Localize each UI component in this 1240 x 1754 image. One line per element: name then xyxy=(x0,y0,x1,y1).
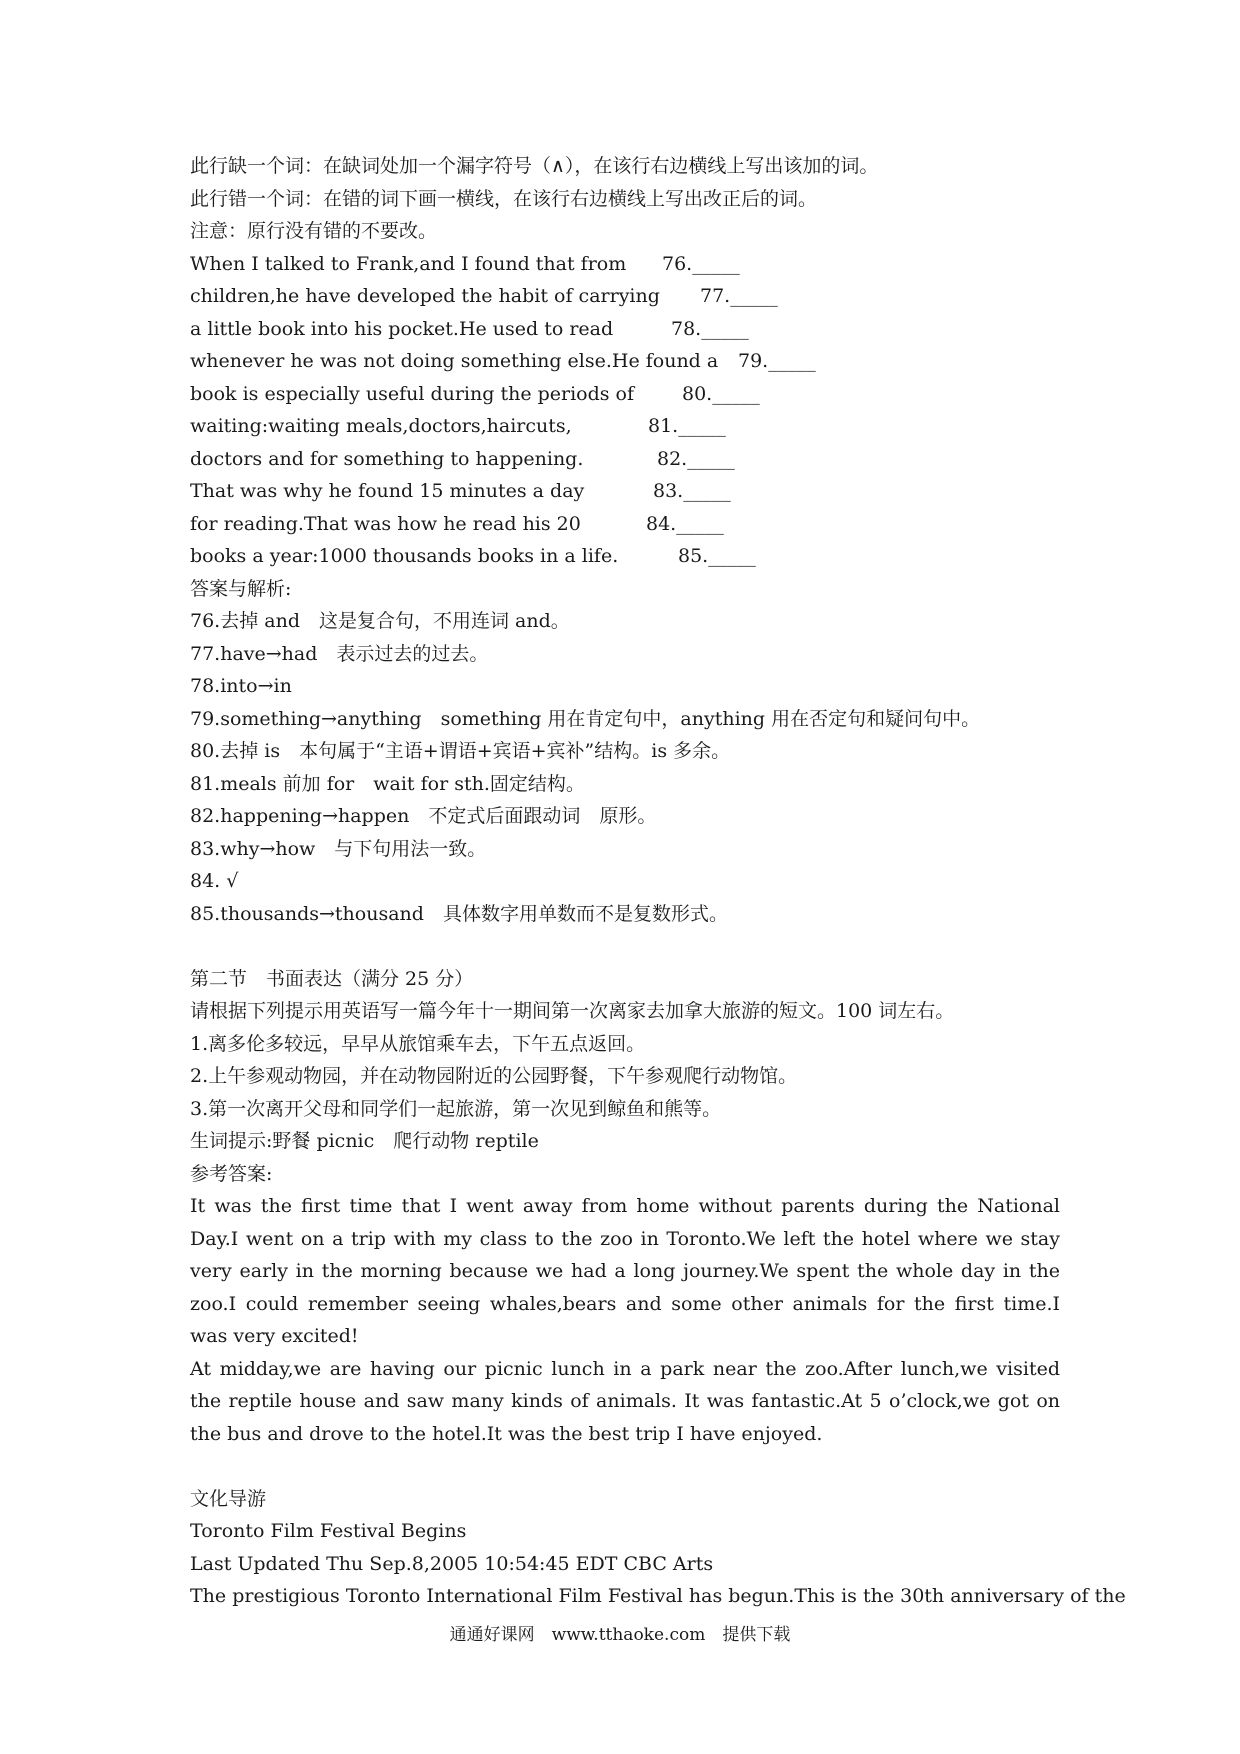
answer-item: 82.happening→happen 不定式后面跟动词 原形。 xyxy=(190,805,657,827)
answer-item: 80.去掉 is 本句属于“主语+谓语+宾语+宾补”结构。is 多余。 xyxy=(190,740,731,762)
exercise-line xyxy=(190,378,1060,411)
exercise-text: books a year:1000 thousands books in a life. xyxy=(190,545,619,567)
exercise-text: When I talked to Frank,and I found that from xyxy=(190,252,627,275)
page-footer: 通通好课网 www.tthaoke.com 提供下载 xyxy=(449,1625,791,1645)
section-heading: 第二节 书面表达（满分 25 分） xyxy=(190,967,474,990)
reference-answer-heading: 参考答案: xyxy=(190,1162,273,1185)
exercise-text: whenever he was not doing something else.He found a xyxy=(190,350,719,372)
answer-list xyxy=(190,605,1060,930)
answer-item: 77.have→had 表示过去的过去。 xyxy=(190,642,489,665)
exercise-text: a little book into his pocket.He used to read xyxy=(190,317,614,340)
error-correction-exercise xyxy=(190,248,1060,573)
answer-item: 84. √ xyxy=(190,870,239,892)
exercise-text: That was why he found 15 minutes a day xyxy=(190,480,585,502)
exercise-text: waiting:waiting meals,doctors,haircuts, xyxy=(190,415,572,437)
essay-paragraph: At midday,we are having our picnic lunch in a park near the zoo.After lunch,we visited the reptile house and saw many kinds of animals. It was fantastic.At 5 o’clock,we got on the bus and drove to the hotel.It was the best trip I have enjoyed. xyxy=(190,1357,1060,1445)
exercise-line xyxy=(190,540,1060,573)
instruction-line: 注意：原行没有错的不要改。 xyxy=(190,220,438,242)
instruction-line: 此行错一个词：在错的词下画一横线，在该行右边横线上写出改正后的词。 xyxy=(190,187,818,210)
answer-item: 81.meals 前加 for wait for sth.固定结构。 xyxy=(190,772,585,795)
answer-item: 78.into→in xyxy=(190,675,292,697)
answer-blank: 81._____ xyxy=(648,415,726,437)
exercise-line xyxy=(190,508,1060,541)
prompt-point: 3.第一次离开父母和同学们一起旅游，第一次见到鲸鱼和熊等。 xyxy=(190,1097,722,1120)
vocabulary-hint: 生词提示:野餐 picnic 爬行动物 reptile xyxy=(190,1130,539,1152)
exercise-line xyxy=(190,280,1060,313)
answer-blank: 84._____ xyxy=(646,512,724,535)
answer-blank: 77._____ xyxy=(700,285,778,307)
article-timestamp: Last Updated Thu Sep.8,2005 10:54:45 EDT CBC Arts xyxy=(190,1552,714,1575)
page-content xyxy=(190,150,1126,1613)
exercise-line xyxy=(190,345,1060,378)
answer-item: 76.去掉 and 这是复合句，不用连词 and。 xyxy=(190,610,570,632)
answer-blank: 85._____ xyxy=(678,545,756,567)
answer-blank: 78._____ xyxy=(671,317,749,340)
exercise-line xyxy=(190,410,1060,443)
answer-item: 79.something→anything something 用在肯定句中，anything 用在否定句和疑问句中。 xyxy=(190,707,981,730)
answer-blank: 82._____ xyxy=(657,447,735,470)
exercise-line xyxy=(190,475,1060,508)
prompt-point: 1.离多伦多较远，早早从旅馆乘车去，下午五点返回。 xyxy=(190,1032,646,1055)
exercise-text: book is especially useful during the periods of xyxy=(190,382,635,405)
essay-paragraph: It was the first time that I went away from home without parents during the National Day.I went on a trip with my class to the zoo in Toronto.We left the hotel where we stay very early in the morning because we had a long journey.We spent the whole day in the zoo.I could remember seeing whales,bears and some other animals for the first time.I was very excited! xyxy=(190,1195,1060,1347)
instruction-line: 此行缺一个词：在缺词处加一个漏字符号（∧），在该行右边横线上写出该加的词。 xyxy=(190,155,879,177)
writing-prompt: 请根据下列提示用英语写一篇今年十一期间第一次离家去加拿大旅游的短文。100 词左右。 xyxy=(190,1000,955,1022)
answer-blank: 80._____ xyxy=(682,382,760,405)
spacer xyxy=(190,930,1060,963)
exercise-line xyxy=(190,313,1060,346)
exercise-text: doctors and for something to happening. xyxy=(190,447,584,470)
article-title: Toronto Film Festival Begins xyxy=(190,1520,467,1542)
answer-blank: 83._____ xyxy=(653,480,731,502)
answer-blank: 79._____ xyxy=(738,350,816,372)
answer-item: 85.thousands→thousand 具体数字用单数而不是复数形式。 xyxy=(190,902,728,925)
exercise-text: children,he have developed the habit of carrying xyxy=(190,285,660,307)
culture-heading: 文化导游 xyxy=(190,1487,267,1510)
exercise-text: for reading.That was how he read his 20 xyxy=(190,512,581,535)
prompt-point: 2.上午参观动物园，并在动物园附近的公园野餐，下午参观爬行动物馆。 xyxy=(190,1065,798,1087)
exercise-line xyxy=(190,443,1060,476)
article-body: The prestigious Toronto International Film Festival has begun.This is the 30th anniversary of the xyxy=(190,1585,1126,1607)
answers-heading: 答案与解析: xyxy=(190,577,292,600)
answer-blank: 76._____ xyxy=(662,252,740,275)
answer-item: 83.why→how 与下句用法一致。 xyxy=(190,837,487,860)
exercise-line xyxy=(190,248,1060,281)
spacer xyxy=(190,1450,1060,1483)
